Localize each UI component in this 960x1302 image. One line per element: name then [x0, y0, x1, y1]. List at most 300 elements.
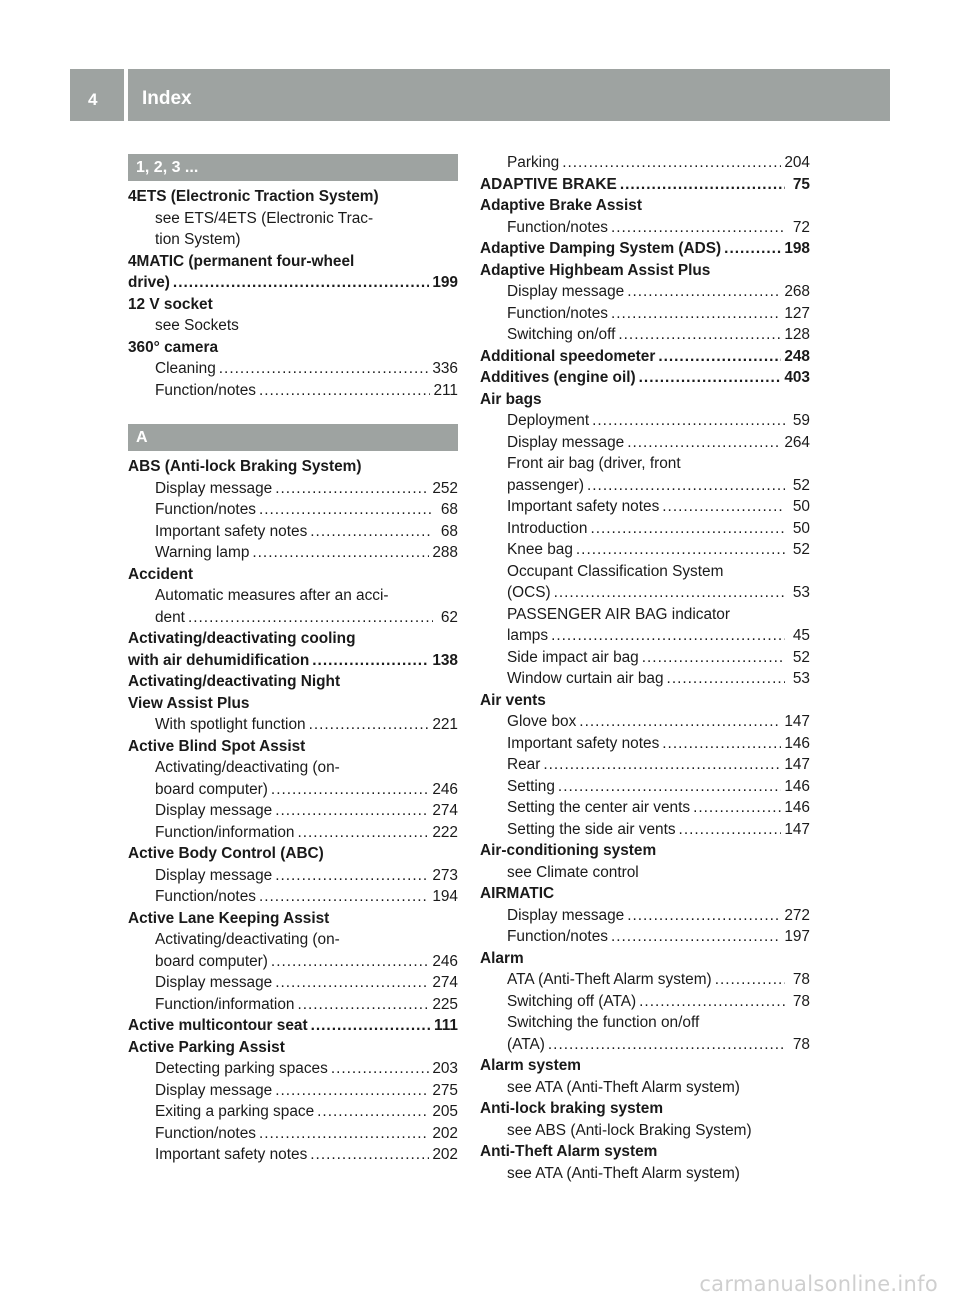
dot-leader: [576, 539, 785, 561]
dot-leader: [275, 972, 429, 994]
index-subentry: [128, 865, 458, 887]
entry-label: Function/notes: [507, 218, 608, 236]
page-reference[interactable]: 53: [792, 670, 810, 687]
entry-label: Setting the center air vents: [507, 799, 691, 816]
index-subentry: [480, 969, 810, 991]
index-subentry: [480, 475, 810, 497]
dot-leader: [309, 714, 430, 736]
index-entry: [480, 1098, 810, 1120]
dot-leader: [592, 410, 785, 432]
index-subentry: [480, 625, 810, 647]
entry-label: see ETS/4ETS (Electronic Trac-: [155, 209, 374, 227]
page-reference[interactable]: 264: [784, 433, 810, 451]
dot-leader: [317, 1101, 429, 1123]
index-entry: [128, 736, 458, 758]
dot-leader: [642, 647, 785, 669]
entry-label: Function/information: [155, 823, 295, 841]
entry-label: Activating/deactivating cooling: [128, 630, 356, 647]
page-reference[interactable]: 288: [432, 544, 458, 561]
entry-label: Switching off (ATA): [507, 992, 637, 1010]
index-subentry: [128, 358, 458, 380]
entry-label: lamps: [507, 627, 549, 644]
index-subentry: [128, 994, 458, 1016]
page-reference[interactable]: 274: [432, 802, 458, 819]
dot-leader: [611, 926, 781, 948]
entry-label: Accident: [128, 565, 193, 583]
entry-label: Display message: [507, 906, 625, 924]
entry-label: Function/notes: [155, 888, 256, 905]
index-entry: [128, 1037, 458, 1059]
index-subentry: [128, 208, 458, 230]
entry-label: Anti-Theft Alarm system: [480, 1143, 658, 1160]
entry-label: Important safety notes: [155, 1146, 308, 1163]
dot-leader: [271, 951, 429, 973]
section-entries-a: [128, 456, 458, 1166]
page-reference[interactable]: 202: [432, 1124, 458, 1142]
dot-leader: [259, 886, 429, 908]
index-subentry: [480, 711, 810, 733]
index-entry: [480, 948, 810, 970]
entry-label: Additional speedometer: [480, 347, 656, 365]
entry-label: drive): [128, 274, 170, 291]
dot-leader: [310, 1144, 429, 1166]
index-subentry: [128, 380, 458, 402]
page-reference[interactable]: 272: [784, 906, 810, 924]
entry-label: Adaptive Highbeam Assist Plus: [480, 261, 711, 279]
page-reference[interactable]: 211: [433, 381, 458, 399]
dot-leader: [620, 174, 785, 196]
index-entry: [128, 650, 458, 672]
page-reference[interactable]: 52: [792, 476, 810, 494]
entry-label: 12 V socket: [128, 295, 213, 313]
entry-label: Function/information: [155, 995, 295, 1013]
entry-label: (ATA): [507, 1035, 545, 1053]
index-entry: [480, 260, 810, 282]
entry-label: Function/notes: [155, 501, 256, 518]
dot-leader: [715, 969, 785, 991]
entry-label: see Climate control: [507, 863, 639, 881]
index-subentry: [128, 585, 458, 607]
entry-label: Active Body Control (ABC): [128, 845, 324, 862]
page-reference[interactable]: 53: [792, 584, 810, 601]
dot-leader: [618, 324, 781, 346]
index-entry: [128, 693, 458, 715]
index-entry: [128, 1015, 458, 1037]
entry-label: Air vents: [480, 691, 546, 709]
entry-label: 4ETS (Electronic Traction System): [128, 188, 379, 205]
entry-label: Active Parking Assist: [128, 1038, 285, 1056]
page-reference[interactable]: 194: [432, 888, 458, 905]
entry-label: Exiting a parking space: [155, 1103, 315, 1120]
dot-leader: [679, 819, 782, 841]
index-subentry: [480, 797, 810, 819]
entry-label: Introduction: [507, 519, 588, 537]
dot-leader: [562, 152, 781, 174]
page-reference[interactable]: 138: [432, 651, 458, 669]
dot-leader: [627, 905, 781, 927]
index-subentry: [128, 1144, 458, 1166]
entry-label: Activating/deactivating (on-: [155, 759, 340, 776]
index-subentry: [480, 152, 810, 174]
page-reference[interactable]: 275: [432, 1081, 458, 1099]
index-entry: [480, 883, 810, 905]
entry-label: board computer): [155, 780, 268, 798]
entry-label: Occupant Classification System: [507, 562, 724, 580]
index-subentry: [480, 324, 810, 346]
section-heading-123: 1, 2, 3 ...: [128, 154, 458, 181]
index-subentry: [480, 303, 810, 325]
entry-label: Knee bag: [507, 541, 573, 558]
index-subentry: [480, 496, 810, 518]
entry-label: Front air bag (driver, front: [507, 455, 681, 472]
index-subentry: [480, 217, 810, 239]
page-reference[interactable]: 274: [432, 974, 458, 991]
dot-leader: [311, 1015, 431, 1037]
dot-leader: [188, 607, 433, 629]
page-reference[interactable]: 50: [792, 519, 810, 537]
entry-label: Display message: [507, 283, 625, 300]
page-reference[interactable]: 198: [784, 240, 810, 257]
index-subentry: [128, 757, 458, 779]
entry-label: ATA (Anti-Theft Alarm system): [507, 971, 712, 988]
entry-label: With spotlight function: [155, 716, 306, 733]
entry-label: with air dehumidification: [128, 651, 310, 669]
dot-leader: [554, 582, 785, 604]
entry-label: Function/notes: [507, 928, 608, 945]
entry-label: Display message: [507, 433, 625, 451]
dot-leader: [611, 217, 785, 239]
entry-label: Activating/deactivating (on-: [155, 931, 340, 948]
right-column-entries: [480, 152, 810, 1184]
dot-leader: [693, 797, 781, 819]
index-subentry: [480, 1120, 810, 1142]
entry-label: Active multicontour seat: [128, 1017, 308, 1034]
index-subentry: [480, 604, 810, 626]
index-subentry: [128, 800, 458, 822]
entry-label: Side impact air bag: [507, 648, 639, 666]
index-entry: [128, 908, 458, 930]
index-subentry: [128, 779, 458, 801]
page-reference[interactable]: 403: [784, 369, 810, 386]
index-subentry: [128, 929, 458, 951]
index-subentry: [128, 822, 458, 844]
entry-label: see ATA (Anti-Theft Alarm system): [507, 1164, 740, 1182]
page-reference[interactable]: 147: [784, 756, 810, 773]
page-reference[interactable]: 147: [784, 713, 810, 730]
index-entry: [480, 174, 810, 196]
entry-label: Warning lamp: [155, 544, 250, 561]
entry-label: Alarm: [480, 949, 524, 967]
entry-label: Window curtain air bag: [507, 670, 664, 687]
entry-label: (OCS): [507, 584, 551, 601]
index-subentry: [480, 1163, 810, 1185]
page-reference[interactable]: 78: [792, 992, 810, 1010]
index-entry: [480, 389, 810, 411]
entry-label: Anti-lock braking system: [480, 1100, 664, 1117]
index-subentry: [480, 862, 810, 884]
index-subentry: [128, 951, 458, 973]
index-subentry: [480, 561, 810, 583]
index-subentry: [480, 518, 810, 540]
entry-label: Adaptive Damping System (ADS): [480, 240, 722, 257]
page-reference[interactable]: 252: [432, 479, 458, 497]
dot-leader: [558, 776, 781, 798]
page-reference[interactable]: 72: [792, 218, 810, 236]
page-reference[interactable]: 111: [434, 1017, 458, 1034]
dot-leader: [275, 478, 429, 500]
entry-label: Function/notes: [507, 304, 608, 322]
index-subentry: [480, 582, 810, 604]
index-subentry: [480, 410, 810, 432]
dot-leader: [275, 865, 429, 887]
index-subentry: [480, 733, 810, 755]
index-subentry: [128, 1058, 458, 1080]
index-entry: [128, 272, 458, 294]
entry-label: View Assist Plus: [128, 694, 250, 712]
index-subentry: [480, 776, 810, 798]
index-entry: [128, 186, 458, 208]
index-subentry: [128, 229, 458, 251]
dot-leader: [662, 733, 781, 755]
dot-leader: [548, 1034, 785, 1056]
page-reference[interactable]: 248: [784, 347, 810, 365]
index-subentry: [480, 1077, 810, 1099]
dot-leader: [252, 542, 429, 564]
entry-label: 4MATIC (permanent four-wheel: [128, 252, 355, 270]
index-subentry: [128, 542, 458, 564]
page-reference[interactable]: 336: [432, 360, 458, 377]
index-entry: [128, 294, 458, 316]
page-reference[interactable]: 225: [432, 995, 458, 1013]
entry-label: Display message: [155, 974, 273, 991]
index-subentry: [128, 499, 458, 521]
index-subentry: [480, 281, 810, 303]
index-subentry: [128, 972, 458, 994]
entry-label: AIRMATIC: [480, 885, 555, 902]
dot-leader: [627, 281, 781, 303]
index-subentry: [128, 1101, 458, 1123]
entry-label: Function/notes: [155, 381, 256, 399]
watermark-text: carmanualsonline.info: [699, 1272, 938, 1296]
entry-label: Alarm system: [480, 1057, 581, 1074]
dot-leader: [627, 432, 781, 454]
index-subentry: [480, 668, 810, 690]
index-subentry: [128, 521, 458, 543]
dot-leader: [662, 496, 785, 518]
page-reference[interactable]: 52: [792, 541, 810, 558]
entry-label: Cleaning: [155, 360, 216, 377]
dot-leader: [173, 272, 429, 294]
dot-leader: [667, 668, 785, 690]
page-reference[interactable]: 68: [440, 501, 458, 518]
dot-leader: [275, 800, 429, 822]
dot-leader: [259, 1123, 429, 1145]
entry-label: ABS (Anti-lock Braking System): [128, 458, 362, 475]
dot-leader: [331, 1058, 429, 1080]
entry-label: see ATA (Anti-Theft Alarm system): [507, 1078, 740, 1096]
section-entries-123: [128, 186, 458, 401]
header-bar: [70, 69, 890, 121]
entry-label: Additives (engine oil): [480, 369, 636, 386]
section-heading-a: A: [128, 424, 458, 451]
index-subentry: [128, 315, 458, 337]
index-subentry: [480, 1012, 810, 1034]
dot-leader: [271, 779, 429, 801]
page-reference[interactable]: 221: [432, 716, 458, 733]
index-subentry: [480, 453, 810, 475]
index-subentry: [128, 478, 458, 500]
entry-label: Deployment: [507, 412, 590, 429]
entry-label: board computer): [155, 952, 268, 970]
page-reference[interactable]: 205: [432, 1103, 458, 1120]
dot-leader: [297, 994, 429, 1016]
entry-label: Switching on/off: [507, 326, 616, 343]
index-entry: [128, 456, 458, 478]
index-entry: [128, 564, 458, 586]
page-reference[interactable]: 199: [432, 274, 458, 291]
page-reference[interactable]: 52: [792, 648, 810, 666]
entry-label: see ABS (Anti-lock Braking System): [507, 1121, 752, 1139]
index-subentry: [480, 926, 810, 948]
index-entry: [480, 346, 810, 368]
entry-label: Display message: [155, 866, 273, 884]
index-entry: [480, 367, 810, 389]
index-subentry: [128, 886, 458, 908]
index-entry: [128, 628, 458, 650]
page-reference[interactable]: 146: [784, 799, 810, 816]
entry-label: Important safety notes: [507, 734, 660, 752]
index-entry: [480, 690, 810, 712]
entry-label: see Sockets: [155, 317, 239, 334]
page-reference[interactable]: 45: [792, 627, 810, 644]
page-reference[interactable]: 202: [432, 1146, 458, 1163]
entry-label: Display message: [155, 479, 273, 497]
dot-leader: [639, 367, 782, 389]
page-reference[interactable]: 127: [784, 304, 810, 322]
index-subentry: [480, 432, 810, 454]
index-subentry: [480, 647, 810, 669]
dot-leader: [587, 475, 785, 497]
dot-leader: [611, 303, 781, 325]
page-reference[interactable]: 204: [784, 154, 810, 171]
entry-label: Rear: [507, 756, 541, 773]
dot-leader: [551, 625, 785, 647]
index-subentry: [128, 607, 458, 629]
page-reference[interactable]: 75: [792, 175, 810, 193]
dot-leader: [579, 711, 781, 733]
entry-label: 360° camera: [128, 338, 219, 356]
page-reference[interactable]: 78: [792, 971, 810, 988]
index-entry: [480, 1055, 810, 1077]
index-entry: [128, 251, 458, 273]
entry-label: Function/notes: [155, 1124, 256, 1142]
entry-label: Active Lane Keeping Assist: [128, 909, 330, 927]
page-reference[interactable]: 62: [440, 608, 458, 626]
entry-label: Important safety notes: [507, 498, 660, 515]
entry-label: Parking: [507, 154, 560, 171]
index-subentry: [480, 754, 810, 776]
entry-label: Display message: [155, 1081, 273, 1099]
dot-leader: [543, 754, 781, 776]
index-entry: [480, 238, 810, 260]
entry-label: Important safety notes: [155, 522, 308, 540]
entry-label: Automatic measures after an acci-: [155, 587, 389, 604]
index-entry: [128, 671, 458, 693]
entry-label: dent: [155, 608, 185, 626]
entry-label: PASSENGER AIR BAG indicator: [507, 605, 730, 623]
header-divider: [124, 69, 128, 121]
dot-leader: [590, 518, 785, 540]
page-reference[interactable]: 128: [784, 326, 810, 343]
page-reference[interactable]: 246: [432, 780, 458, 798]
index-entry: [128, 337, 458, 359]
dot-leader: [275, 1080, 429, 1102]
dot-leader: [297, 822, 429, 844]
index-subentry: [480, 1034, 810, 1056]
dot-leader: [310, 521, 433, 543]
dot-leader: [724, 238, 781, 260]
entry-label: Active Blind Spot Assist: [128, 737, 306, 755]
page-reference[interactable]: 273: [432, 866, 458, 884]
index-entry: [128, 843, 458, 865]
entry-label: Display message: [155, 802, 273, 819]
entry-label: Setting: [507, 777, 555, 795]
page-reference[interactable]: 268: [784, 283, 810, 300]
index-entry: [480, 840, 810, 862]
entry-label: ADAPTIVE BRAKE: [480, 175, 617, 193]
index-subentry: [128, 1080, 458, 1102]
dot-leader: [639, 991, 785, 1013]
entry-label: Glove box: [507, 713, 577, 730]
entry-label: tion System): [155, 231, 241, 248]
dot-leader: [312, 650, 429, 672]
index-subentry: [480, 539, 810, 561]
page-reference[interactable]: 68: [440, 522, 458, 540]
entry-label: Adaptive Brake Assist: [480, 197, 642, 214]
index-subentry: [480, 991, 810, 1013]
index-subentry: [128, 714, 458, 736]
page-number: 4: [88, 90, 98, 109]
page-reference[interactable]: 222: [432, 823, 458, 841]
page-title: Index: [142, 88, 192, 109]
entry-label: Detecting parking spaces: [155, 1060, 328, 1077]
page-reference[interactable]: 203: [432, 1060, 458, 1077]
dot-leader: [259, 380, 430, 402]
index-entry: [480, 1141, 810, 1163]
index-subentry: [480, 819, 810, 841]
dot-leader: [259, 499, 433, 521]
page-reference[interactable]: 78: [792, 1035, 810, 1053]
dot-leader: [658, 346, 781, 368]
entry-label: Switching the function on/off: [507, 1014, 700, 1031]
page-reference[interactable]: 50: [792, 498, 810, 515]
page-reference[interactable]: 246: [432, 952, 458, 970]
dot-leader: [219, 358, 430, 380]
page-reference[interactable]: 146: [784, 777, 810, 795]
index-entry: [480, 195, 810, 217]
page-reference[interactable]: 59: [792, 412, 810, 429]
page-reference[interactable]: 197: [784, 928, 810, 945]
index-subentry: [128, 1123, 458, 1145]
index-subentry: [480, 905, 810, 927]
entry-label: Air bags: [480, 390, 542, 408]
page-reference[interactable]: 146: [784, 734, 810, 752]
entry-label: Activating/deactivating Night: [128, 673, 341, 690]
entry-label: Setting the side air vents: [507, 820, 676, 838]
page-reference[interactable]: 147: [784, 820, 810, 838]
entry-label: Air-conditioning system: [480, 842, 657, 859]
entry-label: passenger): [507, 476, 584, 494]
